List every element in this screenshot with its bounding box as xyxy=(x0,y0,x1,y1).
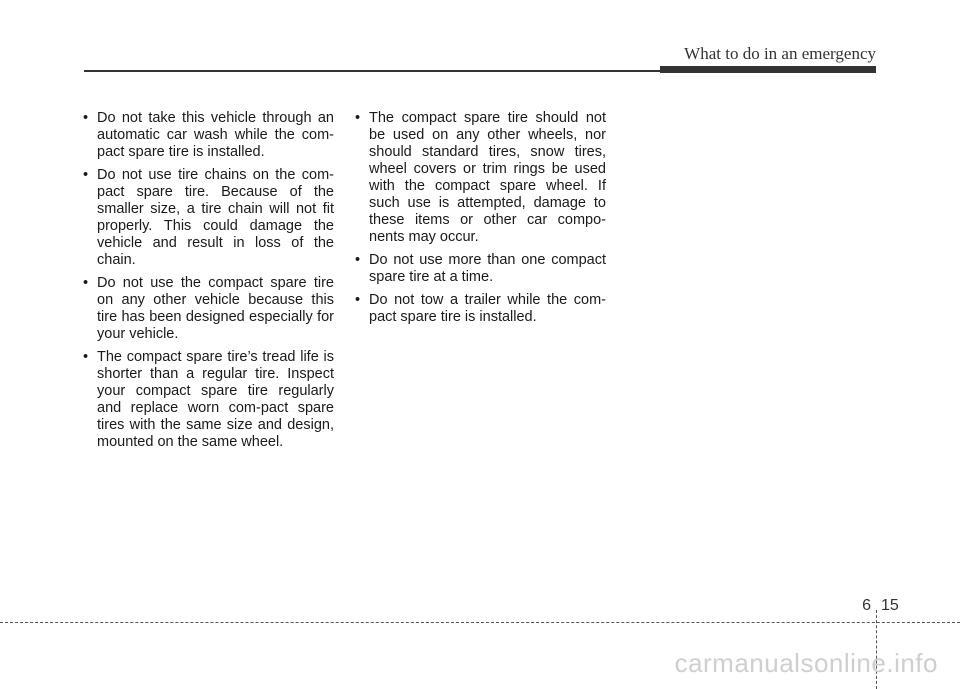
bullet-other-vehicle: • Do not use the compact spare tire on any other vehicle because this tire has been designed especially for your vehicle. xyxy=(82,275,334,343)
bullet-other-wheels: • The compact spare tire should not be used on any other wheels, nor should standard tires, snow tires, wheel covers or trim rings be used with the compact spare wheel. If such use is attempted, damage to these items or other car compo-nents may occur. xyxy=(354,110,606,246)
section-header: What to do in an emergency xyxy=(684,44,876,63)
bullet-no-towing: • Do not tow a trailer while the com-pact spare tire is installed. xyxy=(354,292,606,326)
left-column xyxy=(82,110,334,457)
bullet-tread-life: • The compact spare tire’s tread life is shorter than a regular tire. Inspect your compact spare tire regularly and replace worn com-pact spare tires with the same size and design, mounted on the same wheel. xyxy=(82,349,334,451)
header-rule-accent xyxy=(660,66,876,73)
footer-rule xyxy=(0,622,960,623)
right-column xyxy=(354,110,606,332)
bullet-car-wash: • Do not take this vehicle through an automatic car wash while the com-pact spare tire is installed. xyxy=(82,110,334,161)
bullet-tire-chains: • Do not use tire chains on the com-pact spare tire. Because of the smaller size, a tire chain will not fit properly. This could damage the vehicle and result in loss of the chain. xyxy=(82,167,334,269)
bullet-one-spare: • Do not use more than one compact spare tire at a time. xyxy=(354,252,606,286)
page-number: 15 xyxy=(881,597,899,614)
chapter-number: 6 xyxy=(862,597,871,614)
watermark: carmanualsonline.info xyxy=(674,648,938,678)
header-rule xyxy=(84,70,664,72)
